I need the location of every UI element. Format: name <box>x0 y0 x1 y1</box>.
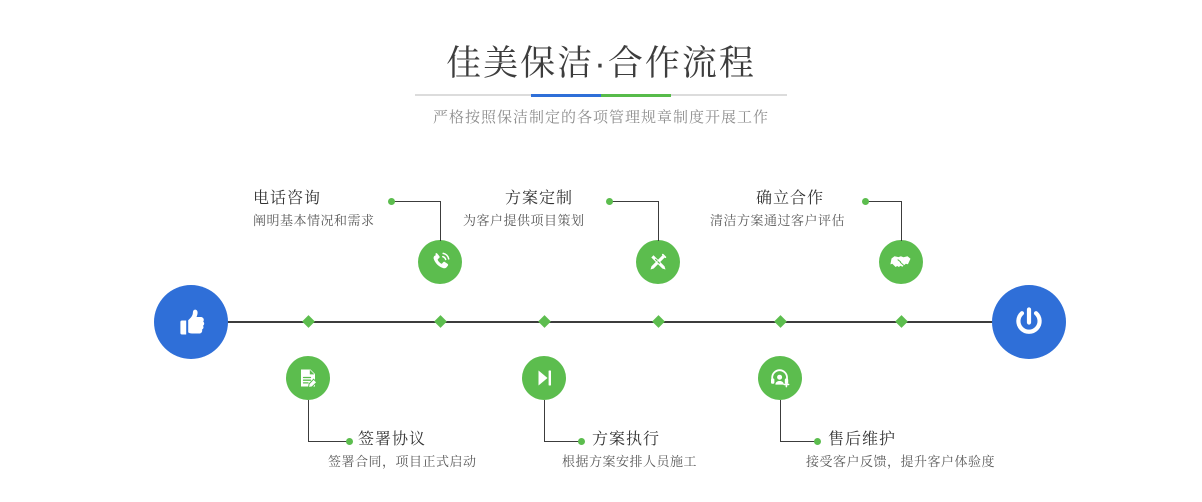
step-desc-1: 阐明基本情况和需求 <box>253 213 375 228</box>
handshake-icon <box>889 250 913 274</box>
step-label-1 <box>253 189 385 231</box>
step-desc-5: 清洁方案通过客户评估 <box>710 213 846 228</box>
step-dot-6 <box>814 438 821 445</box>
step-marker-6 <box>774 315 787 328</box>
step-dot-1 <box>388 198 395 205</box>
step-label-2 <box>328 430 477 472</box>
step-title-1: 电话咨询 <box>253 190 322 207</box>
step-label-6 <box>806 430 996 472</box>
title-divider <box>415 94 787 96</box>
step-dot-5 <box>862 198 869 205</box>
step-marker-2 <box>302 315 315 328</box>
step-desc-4: 根据方案安排人员施工 <box>562 454 698 469</box>
step-node-3 <box>636 240 680 284</box>
step-node-1 <box>418 240 462 284</box>
step-dot-3 <box>606 198 613 205</box>
step-dot-4 <box>578 438 585 445</box>
title-divider-green-segment <box>601 94 671 97</box>
page-title: 佳美保洁·合作流程 <box>446 44 756 83</box>
step-connector-5-vertical <box>901 201 902 241</box>
thumbs-up-icon <box>173 304 209 340</box>
timeline-end-marker <box>992 285 1066 359</box>
step-desc-6: 接受客户反馈，提升客户体验度 <box>806 454 996 469</box>
step-connector-3-vertical <box>658 201 659 241</box>
step-connector-6-horizontal <box>780 441 818 442</box>
step-connector-5-horizontal <box>867 201 901 202</box>
step-desc-3: 为客户提供项目策划 <box>463 213 585 228</box>
step-title-4: 方案执行 <box>592 431 661 448</box>
document-edit-icon <box>296 366 320 390</box>
step-title-6: 售后维护 <box>828 431 897 448</box>
step-connector-3-horizontal <box>610 201 658 202</box>
step-connector-1-vertical <box>440 201 441 241</box>
power-icon <box>1011 304 1047 340</box>
step-connector-2-horizontal <box>308 441 350 442</box>
phone-call-icon <box>428 250 452 274</box>
step-title-2: 签署协议 <box>358 431 427 448</box>
step-node-2 <box>286 356 330 400</box>
step-connector-4-vertical <box>544 400 545 442</box>
page-subtitle: 严格按照保洁制定的各项管理规章制度开展工作 <box>432 109 769 126</box>
step-marker-5 <box>895 315 908 328</box>
timeline-start-marker <box>154 285 228 359</box>
step-title-3: 方案定制 <box>504 190 573 207</box>
step-connector-2-vertical <box>308 400 309 442</box>
step-label-3 <box>463 189 603 231</box>
headset-add-icon <box>768 366 792 390</box>
title-divider-blue-segment <box>531 94 601 97</box>
step-marker-1 <box>434 315 447 328</box>
step-node-5 <box>879 240 923 284</box>
step-label-4 <box>562 430 698 472</box>
step-title-5: 确立合作 <box>755 190 824 207</box>
play-forward-icon <box>532 366 556 390</box>
step-marker-3 <box>652 315 665 328</box>
step-connector-1-horizontal <box>392 201 440 202</box>
step-node-4 <box>522 356 566 400</box>
step-marker-4 <box>538 315 551 328</box>
step-desc-2: 签署合同，项目正式启动 <box>328 454 477 469</box>
step-node-6 <box>758 356 802 400</box>
timeline-axis <box>160 321 1042 323</box>
step-label-5 <box>710 189 856 231</box>
step-connector-6-vertical <box>780 400 781 442</box>
step-connector-4-horizontal <box>544 441 582 442</box>
step-dot-2 <box>346 438 353 445</box>
pen-ruler-icon <box>646 250 670 274</box>
